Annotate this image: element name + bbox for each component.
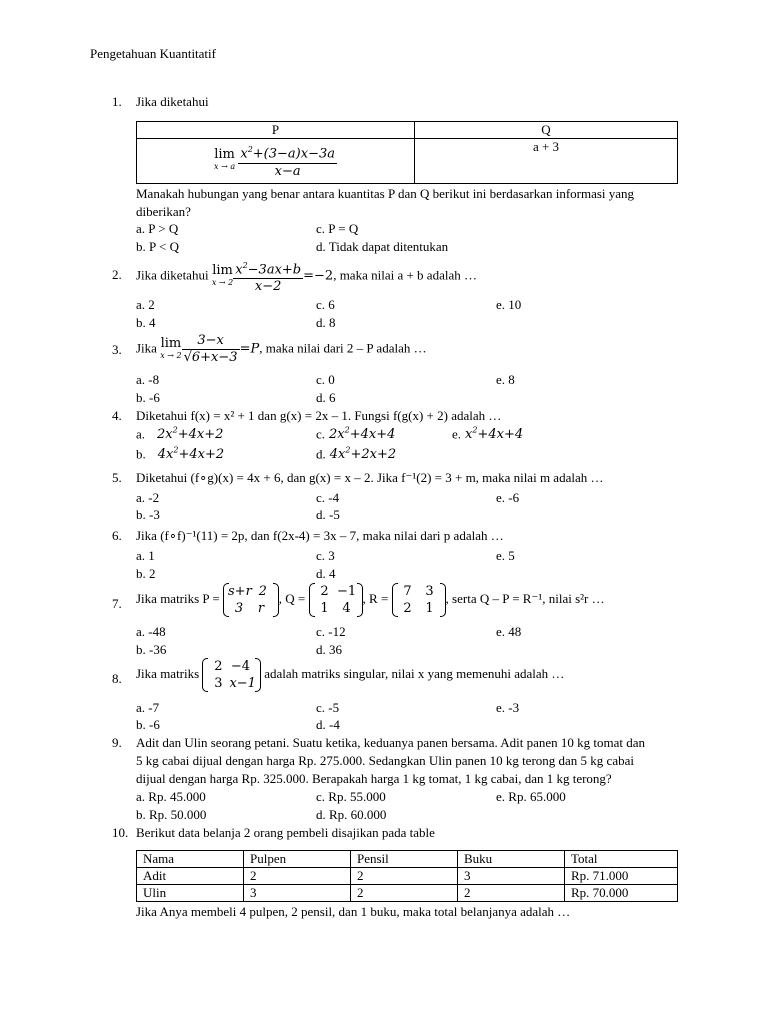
- q1-limit-expression: lim x → a $\frac{x^2+(3-a)x-3a}{x-a}$: [137, 139, 415, 184]
- q9-line1: Adit dan Ulin seorang petani. Suatu ketika, keduanya panen bersama. Adit panen 10 kg tomat dan: [136, 735, 646, 750]
- q5-option-d: d. -5: [316, 507, 340, 522]
- q10-header-total: Total: [565, 851, 678, 868]
- q1-text-line1: Manakah hubungan yang benar antara kuantitas P dan Q berikut ini berdasarkan informasi yang: [136, 186, 635, 201]
- q10-question: Berikut data belanja 2 orang pembeli disajikan pada table: [136, 825, 435, 840]
- q3-option-e: e. 8: [496, 372, 515, 387]
- q4-option-b: b. $4x^2+4x+2$: [136, 446, 225, 463]
- q9-option-d: d. Rp. 60.000: [316, 807, 387, 822]
- q3-option-b: b. -6: [136, 390, 160, 405]
- q9-option-c: c. Rp. 55.000: [316, 789, 386, 804]
- q5-option-c: c. -4: [316, 490, 340, 505]
- q1-number: 1.: [112, 94, 122, 109]
- q4-question: Diketahui f(x) = x² + 1 dan g(x) = 2x – 1. Fungsi f(g(x) + 2) adalah …: [136, 408, 502, 423]
- q8-number: 8.: [112, 671, 122, 686]
- q6-question: Jika (f∘f)⁻¹(11) = 2p, dan f(2x-4) = 3x – 7, maka nilai dari p adalah …: [136, 528, 504, 543]
- q4-option-e: e. $x^2+4x+4$: [452, 426, 524, 443]
- q10-number: 10.: [112, 825, 129, 840]
- q7-option-a: a. -48: [136, 624, 166, 639]
- q7-option-c: c. -12: [316, 624, 346, 639]
- q2-option-e: e. 10: [496, 297, 522, 312]
- q1-option-a: a. P > Q: [136, 221, 179, 236]
- table-row: Adit 2 2 3 Rp. 71.000: [137, 868, 678, 885]
- q6-option-e: e. 5: [496, 548, 515, 563]
- q3-question-pre: Jika: [136, 340, 157, 356]
- q10-table: [136, 850, 678, 902]
- q9-option-e: e. Rp. 65.000: [496, 789, 566, 804]
- q7-option-e: e. 48: [496, 624, 522, 639]
- q1-option-d: d. Tidak dapat ditentukan: [316, 239, 449, 254]
- q9-number: 9.: [112, 735, 122, 750]
- q8-option-c: c. -5: [316, 700, 340, 715]
- q1-table-header-p: P: [137, 122, 415, 139]
- q2-question-pre: Jika diketahui: [136, 267, 209, 283]
- q8-option-d: d. -4: [316, 717, 340, 732]
- q2-number: 2.: [112, 267, 122, 282]
- q8-option-e: e. -3: [496, 700, 520, 715]
- q1-option-c: c. P = Q: [316, 221, 359, 236]
- q3-question: Jika lim x → 2 $\frac{3-x}{√6+x-3}$ =P, maka nilai dari 2 – P adalah …: [136, 333, 427, 365]
- matrix-q: 2 −1 1 4: [309, 583, 363, 617]
- table-row: Ulin 3 2 2 Rp. 70.000: [137, 885, 678, 902]
- q3-option-d: d. 6: [316, 390, 336, 405]
- q3-number: 3.: [112, 342, 122, 357]
- q6-option-a: a. 1: [136, 548, 155, 563]
- q1-intro: Jika diketahui: [136, 94, 209, 109]
- q6-number: 6.: [112, 528, 122, 543]
- q7-option-d: d. 36: [316, 642, 342, 657]
- q5-option-a: a. -2: [136, 490, 160, 505]
- q2-option-d: d. 8: [316, 315, 336, 330]
- q5-number: 5.: [112, 470, 122, 485]
- q9-line3: dijual dengan harga Rp. 325.000. Berapakah harga 1 kg tomat, 1 kg cabai, dan 1 kg terong?: [136, 771, 612, 786]
- q8-option-b: b. -6: [136, 717, 160, 732]
- q6-option-d: d. 4: [316, 566, 336, 581]
- q1-option-b: b. P < Q: [136, 239, 179, 254]
- q10-header-nama: Nama: [137, 851, 244, 868]
- q3-question-post: , maka nilai dari 2 – P adalah …: [259, 340, 427, 356]
- q4-option-a: a. $2x^2+4x+2$: [136, 426, 224, 443]
- q9-option-b: b. Rp. 50.000: [136, 807, 207, 822]
- q7-question: Jika matriks P = s+r 2 3 r , Q = 2 −1 1 4 , R = 7 3 2 1 , serta Q – P = R⁻¹, nilai s²r …: [136, 584, 605, 616]
- q3-option-a: a. -8: [136, 372, 160, 387]
- q1-q-value: a + 3: [415, 139, 678, 184]
- matrix-singular: 2 −4 3 x−1: [202, 658, 261, 692]
- q4-option-d: d. $4x^2+2x+2$: [316, 446, 397, 463]
- q3-option-c: c. 0: [316, 372, 335, 387]
- q5-question: Diketahui (f∘g)(x) = 4x + 6, dan g(x) = x – 2. Jika f⁻¹(2) = 3 + m, maka nilai m adalah …: [136, 470, 604, 485]
- q7-option-b: b. -36: [136, 642, 167, 657]
- page-header: Pengetahuan Kuantitatif: [90, 46, 216, 61]
- q10-header-pensil: Pensil: [351, 851, 458, 868]
- q4-option-c: c. $2x^2+4x+4$: [316, 426, 396, 443]
- q2-question-post: , maka nilai a + b adalah …: [333, 267, 477, 283]
- q10-header-buku: Buku: [458, 851, 565, 868]
- matrix-p: s+r 2 3 r: [223, 583, 279, 617]
- q4-number: 4.: [112, 408, 122, 423]
- q9-option-a: a. Rp. 45.000: [136, 789, 206, 804]
- q2-question: Jika diketahui lim x → 2 $\frac{x^2-3ax+b}{x-2}$ =−2, maka nilai a + b adalah …: [136, 258, 477, 295]
- q9-line2: 5 kg cabai dijual dengan harga Rp. 275.000. Sedangkan Ulin panen 10 kg terong dan 5 kg cabai: [136, 753, 634, 768]
- q6-option-c: c. 3: [316, 548, 335, 563]
- q6-option-b: b. 2: [136, 566, 156, 581]
- q7-number: 7.: [112, 596, 122, 611]
- q1-text-line2: diberikan?: [136, 204, 191, 219]
- matrix-r: 7 3 2 1: [392, 583, 446, 617]
- q5-option-e: e. -6: [496, 490, 520, 505]
- q8-question: Jika matriks 2 −4 3 x−1 adalah matriks singular, nilai x yang memenuhi adalah …: [136, 659, 565, 691]
- q2-option-a: a. 2: [136, 297, 155, 312]
- q2-option-c: c. 6: [316, 297, 335, 312]
- q1-table-header-q: Q: [415, 122, 678, 139]
- q8-option-a: a. -7: [136, 700, 160, 715]
- q10-header-pulpen: Pulpen: [244, 851, 351, 868]
- q2-option-b: b. 4: [136, 315, 156, 330]
- q10-after-text: Jika Anya membeli 4 pulpen, 2 pensil, dan 1 buku, maka total belanjanya adalah …: [136, 904, 571, 919]
- q5-option-b: b. -3: [136, 507, 160, 522]
- q1-table: [136, 121, 678, 184]
